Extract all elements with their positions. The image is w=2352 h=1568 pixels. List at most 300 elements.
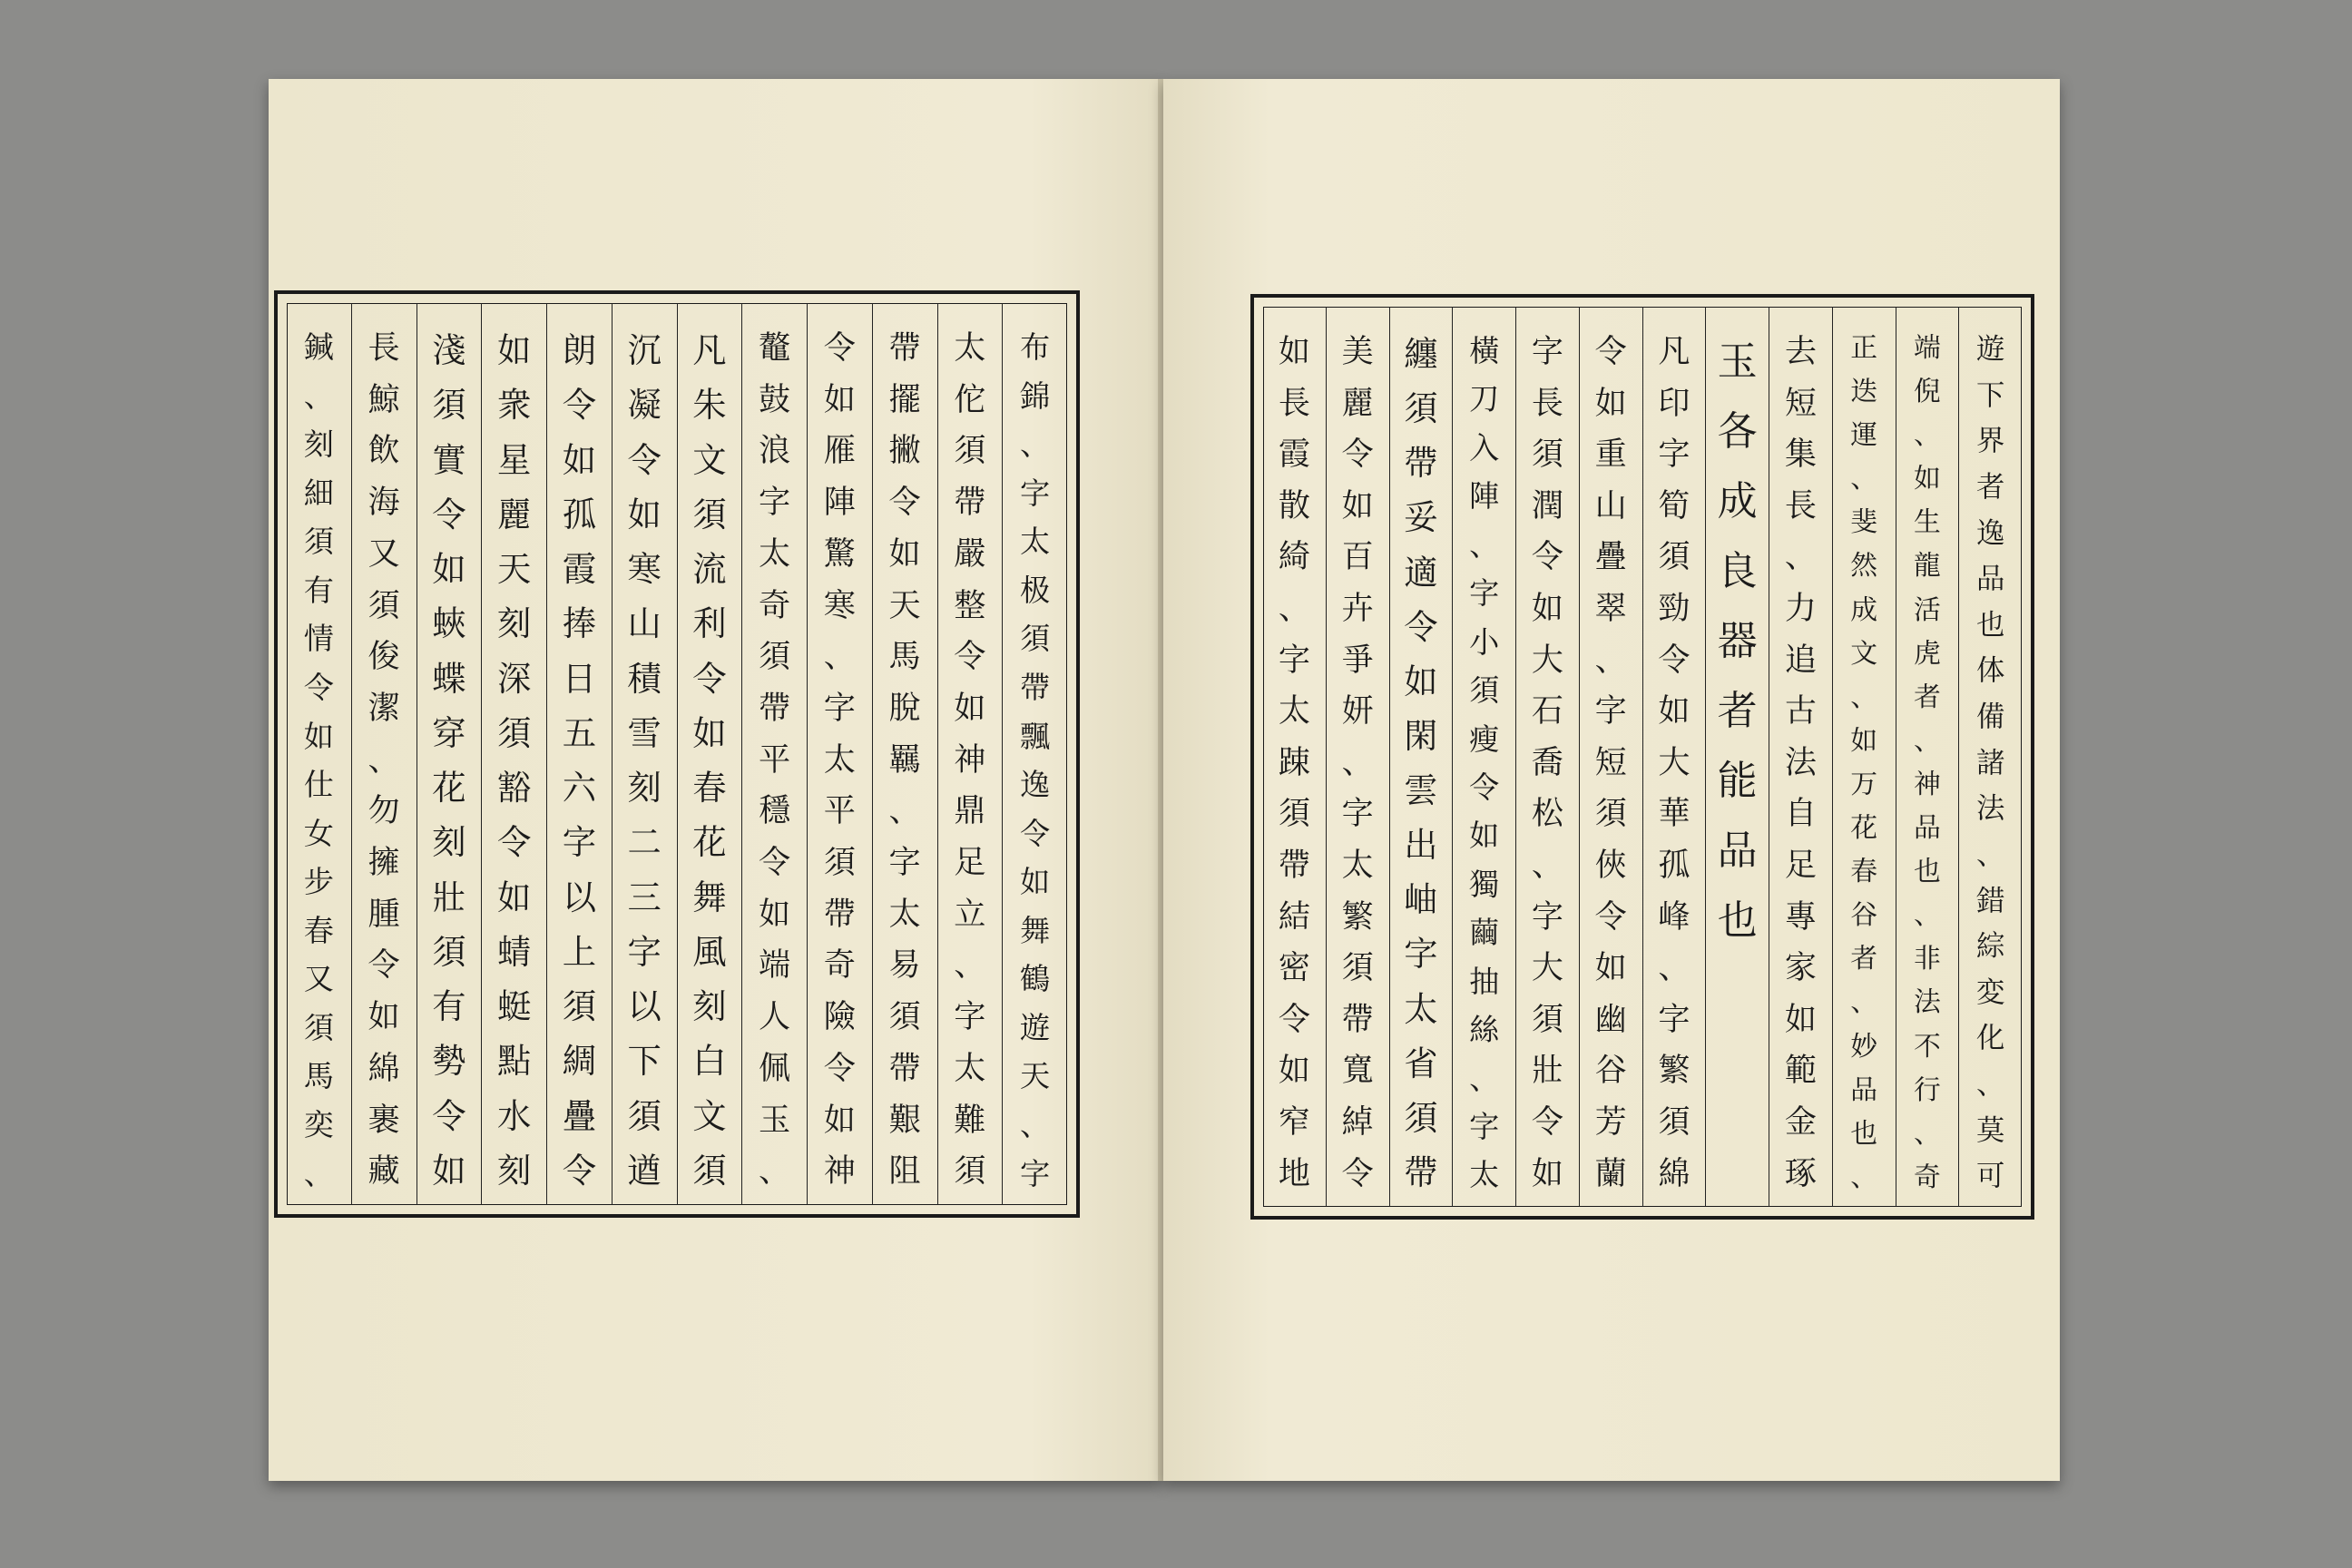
glyph: 変 (1975, 975, 2005, 1009)
glyph: 運 (1850, 419, 1878, 452)
glyph: 太 (759, 534, 791, 573)
glyph: 長 (368, 329, 400, 367)
right-columns (1263, 307, 2022, 1207)
glyph: 須 (1531, 1000, 1563, 1038)
glyph: 成 (1717, 478, 1758, 524)
glyph: 密 (1278, 949, 1310, 987)
glyph: 俠 (1594, 846, 1627, 884)
glyph: 文 (692, 439, 727, 480)
glyph: 太 (1020, 524, 1051, 560)
glyph: 可 (1975, 1160, 2005, 1193)
glyph: 金 (1784, 1102, 1817, 1141)
glyph: 端 (1913, 332, 1941, 364)
glyph: 又 (303, 961, 334, 997)
glyph: 白 (692, 1041, 727, 1082)
text-column (1642, 307, 1706, 1207)
glyph: 險 (823, 998, 856, 1036)
glyph: 如 (823, 1101, 856, 1139)
glyph: 斐 (1850, 506, 1878, 539)
glyph: 繭 (1469, 915, 1500, 951)
glyph: 、 (888, 792, 921, 830)
glyph: 端 (759, 946, 791, 985)
glyph: 佩 (759, 1049, 791, 1087)
glyph: 、 (1913, 1117, 1941, 1150)
glyph: 字 (1594, 692, 1627, 730)
glyph: 、 (1469, 1060, 1500, 1096)
glyph: 遒 (627, 1150, 662, 1191)
glyph: 字 (1020, 475, 1051, 511)
glyph: 藏 (368, 1152, 400, 1191)
glyph: 字 (954, 998, 986, 1036)
glyph: 陣 (1469, 478, 1500, 514)
glyph: 瘦 (1469, 720, 1500, 757)
glyph: 化 (1975, 1022, 2005, 1055)
text-column (1515, 307, 1579, 1207)
glyph: 、 (823, 638, 856, 676)
glyph: 窄 (1278, 1102, 1310, 1141)
glyph: 諸 (1975, 746, 2005, 779)
glyph: 集 (1784, 436, 1817, 474)
glyph: 刻 (496, 1150, 532, 1191)
glyph: 太 (1469, 1157, 1500, 1193)
glyph: 迭 (1850, 376, 1878, 408)
glyph: 逸 (1020, 767, 1051, 803)
glyph: 翠 (1594, 589, 1627, 627)
glyph: 字 (823, 689, 856, 727)
glyph: 刻 (303, 426, 334, 463)
glyph: 器 (1717, 618, 1758, 664)
glyph: 如 (432, 549, 466, 589)
glyph: 橫 (1469, 333, 1500, 368)
glyph: 花 (1850, 812, 1878, 845)
glyph: 太 (1278, 692, 1310, 730)
glyph: 山 (1594, 486, 1627, 524)
glyph: 三 (627, 877, 662, 917)
glyph: 勢 (432, 1041, 466, 1082)
glyph: 字 (1531, 897, 1563, 936)
glyph: 利 (692, 603, 727, 644)
glyph: 須 (303, 524, 334, 560)
glyph: 家 (1784, 949, 1817, 987)
glyph: 花 (432, 768, 466, 808)
glyph: 結 (1278, 897, 1310, 936)
glyph: 大 (1531, 949, 1563, 987)
glyph: 、 (1975, 838, 2005, 871)
glyph: 風 (692, 931, 727, 972)
glyph: 驚 (823, 534, 856, 573)
glyph: 、 (1913, 419, 1941, 452)
glyph: 、 (1020, 426, 1051, 463)
right-text-frame (1250, 294, 2034, 1220)
glyph: 小 (1469, 623, 1500, 660)
glyph: 水 (496, 1095, 532, 1136)
glyph: 綿 (1658, 1154, 1690, 1192)
glyph: 令 (759, 844, 791, 882)
glyph: 字 (1341, 795, 1374, 833)
glyph: 散 (1278, 486, 1310, 524)
glyph: 莫 (1975, 1113, 2005, 1147)
glyph: 壯 (432, 877, 466, 917)
glyph: 帶 (888, 1049, 921, 1087)
glyph: 妙 (1850, 1030, 1878, 1063)
glyph: 整 (954, 586, 986, 624)
glyph: 綜 (1975, 930, 2005, 964)
glyph: 如 (1278, 1052, 1310, 1090)
glyph: 浪 (759, 432, 791, 470)
glyph: 良 (1717, 548, 1758, 594)
glyph: 蘭 (1594, 1154, 1627, 1192)
glyph: 令 (368, 946, 400, 985)
glyph: 文 (692, 1095, 727, 1136)
glyph: 須 (1469, 672, 1500, 709)
glyph: 帶 (759, 689, 791, 727)
glyph: 、 (1850, 463, 1878, 495)
glyph: 有 (432, 986, 466, 1026)
glyph: 令 (1278, 1000, 1310, 1038)
glyph: 品 (1850, 1073, 1878, 1106)
glyph: 令 (954, 638, 986, 676)
glyph: 蛺 (432, 603, 466, 644)
glyph: 喬 (1531, 743, 1563, 781)
glyph: 如 (1784, 1000, 1817, 1038)
text-column (807, 303, 872, 1205)
glyph: 壯 (1531, 1052, 1563, 1090)
glyph: 鼇 (759, 329, 791, 367)
glyph: 太 (954, 1049, 986, 1087)
glyph: 令 (562, 385, 597, 426)
text-column (1769, 307, 1832, 1207)
glyph: 、 (1975, 1068, 2005, 1101)
glyph: 鍼 (303, 329, 334, 365)
glyph: 佗 (954, 380, 986, 418)
glyph: 下 (627, 1041, 662, 1082)
glyph: 令 (1594, 897, 1627, 936)
glyph: 、 (1341, 743, 1374, 781)
glyph: 能 (1717, 758, 1758, 804)
glyph: 、 (1850, 1161, 1878, 1193)
glyph: 遊 (1020, 1009, 1051, 1045)
text-column (1326, 307, 1389, 1207)
glyph: 筍 (1658, 486, 1690, 524)
glyph: 如 (1594, 949, 1627, 987)
glyph: 入 (1469, 429, 1500, 466)
glyph: 春 (1850, 856, 1878, 888)
glyph: 須 (1341, 949, 1374, 987)
glyph: 省 (1404, 1043, 1438, 1083)
glyph: 綿 (368, 1049, 400, 1087)
glyph: 天 (496, 549, 532, 589)
glyph: 追 (1784, 641, 1817, 679)
glyph: 須 (823, 844, 856, 882)
glyph: 六 (562, 768, 597, 808)
glyph: 者 (1850, 943, 1878, 975)
glyph: 孤 (1658, 846, 1690, 884)
glyph: 立 (954, 895, 986, 933)
glyph: 霞 (1278, 436, 1310, 474)
glyph: 字 (562, 822, 597, 863)
glyph: 、 (1469, 526, 1500, 563)
glyph: 如 (1020, 864, 1051, 900)
glyph: 積 (627, 658, 662, 699)
glyph: 芳 (1594, 1102, 1627, 1141)
glyph: 沉 (627, 330, 662, 370)
glyph: 寒 (823, 586, 856, 624)
glyph: 倪 (1913, 376, 1941, 408)
glyph: 踈 (1278, 743, 1310, 781)
glyph: 去 (1784, 333, 1817, 370)
glyph: 須 (1658, 1102, 1690, 1141)
glyph: 裹 (368, 1101, 400, 1139)
text-column (546, 303, 612, 1205)
glyph: 須 (368, 586, 400, 624)
text-column (1958, 307, 2022, 1207)
glyph: 字 (888, 844, 921, 882)
glyph: 如 (1469, 818, 1500, 854)
glyph: 文 (1850, 637, 1878, 670)
glyph: 字 (1658, 436, 1690, 474)
text-column (481, 303, 546, 1205)
glyph: 羈 (888, 740, 921, 779)
text-column (416, 303, 482, 1205)
glyph: 松 (1531, 795, 1563, 833)
glyph: 令 (1658, 641, 1690, 679)
glyph: 華 (1658, 795, 1690, 833)
glyph: 字 (1278, 641, 1310, 679)
glyph: 如 (692, 712, 727, 753)
glyph: 飲 (368, 432, 400, 470)
glyph: 、 (1784, 538, 1817, 576)
text-column (1832, 307, 1896, 1207)
glyph: 百 (1341, 538, 1374, 576)
glyph: 阻 (888, 1152, 921, 1191)
glyph: 出 (1404, 825, 1438, 866)
glyph: 平 (823, 792, 856, 830)
glyph: 實 (432, 439, 466, 480)
glyph: 如 (823, 380, 856, 418)
glyph: 如 (303, 718, 334, 754)
glyph: 深 (496, 658, 532, 699)
glyph: 須 (1404, 1097, 1438, 1138)
glyph: 也 (1913, 856, 1941, 888)
glyph: 須 (1404, 388, 1438, 429)
glyph: 星 (496, 439, 532, 480)
glyph: 卉 (1341, 589, 1374, 627)
glyph: 大 (1531, 641, 1563, 679)
glyph: 帶 (1278, 846, 1310, 884)
glyph: 、 (1850, 986, 1878, 1019)
glyph: 者 (1717, 688, 1758, 734)
glyph: 勿 (368, 792, 400, 830)
glyph: 花 (692, 822, 727, 863)
glyph: 須 (692, 494, 727, 534)
glyph: 奇 (823, 946, 856, 985)
glyph: 、 (1531, 846, 1563, 884)
glyph: 鼓 (759, 380, 791, 418)
glyph: 刻 (627, 768, 662, 808)
glyph: 易 (888, 946, 921, 985)
text-column (741, 303, 807, 1205)
glyph: 凡 (692, 330, 727, 370)
glyph: 正 (1850, 332, 1878, 364)
glyph: 備 (1975, 701, 2005, 733)
glyph: 界 (1975, 425, 2005, 458)
glyph: 峰 (1658, 897, 1690, 936)
glyph: 以 (562, 877, 597, 917)
glyph: 脫 (888, 689, 921, 727)
glyph: 谷 (1850, 899, 1878, 932)
glyph: 、 (1658, 949, 1690, 987)
left-text-frame (274, 290, 1080, 1218)
glyph: 舞 (692, 877, 727, 917)
glyph: 重 (1594, 436, 1627, 474)
glyph: 須 (1278, 795, 1310, 833)
glyph: 如 (954, 689, 986, 727)
glyph: 琢 (1784, 1154, 1817, 1192)
glyph: 岫 (1404, 879, 1438, 920)
glyph: 鼎 (954, 792, 986, 830)
glyph: 如 (1278, 333, 1310, 370)
glyph: 令 (1341, 1154, 1374, 1192)
glyph: 行 (1913, 1073, 1941, 1106)
glyph: 帶 (888, 329, 921, 367)
glyph: 品 (1913, 812, 1941, 845)
glyph: 流 (692, 549, 727, 589)
glyph: 擁 (368, 844, 400, 882)
glyph: 馬 (888, 638, 921, 676)
glyph: 如 (1850, 724, 1878, 757)
glyph: 品 (1717, 828, 1758, 874)
glyph: 字 (1404, 934, 1438, 975)
glyph: 二 (627, 822, 662, 863)
glyph: 太 (823, 740, 856, 779)
glyph: 凡 (1658, 333, 1690, 370)
glyph: 也 (1975, 608, 2005, 642)
glyph: 、 (1850, 681, 1878, 713)
glyph: 春 (692, 768, 727, 808)
glyph: 令 (496, 822, 532, 863)
glyph: 令 (1341, 436, 1374, 474)
glyph: 須 (692, 1150, 727, 1191)
glyph: 神 (1913, 768, 1941, 800)
glyph: 須 (432, 385, 466, 426)
right-page (1163, 79, 2060, 1481)
glyph: 須 (954, 432, 986, 470)
glyph: 如 (1594, 384, 1627, 422)
glyph: 嚴 (954, 534, 986, 573)
glyph: 麗 (496, 494, 532, 534)
glyph: 須 (496, 712, 532, 753)
glyph: 情 (303, 621, 334, 657)
glyph: 如 (1531, 589, 1563, 627)
glyph: 上 (562, 931, 597, 972)
glyph: 成 (1850, 593, 1878, 626)
glyph: 也 (1850, 1117, 1878, 1150)
glyph: 也 (1717, 897, 1758, 944)
glyph: 蜻 (496, 931, 532, 972)
glyph: 帶 (1020, 669, 1051, 705)
glyph: 令 (627, 439, 662, 480)
glyph: 如 (1404, 661, 1438, 701)
glyph: 帶 (954, 484, 986, 522)
glyph: 大 (1658, 743, 1690, 781)
glyph: 遊 (1975, 333, 2005, 366)
glyph: 艱 (888, 1101, 921, 1139)
glyph: 穿 (432, 712, 466, 753)
glyph: 捧 (562, 603, 597, 644)
glyph: 擺 (888, 380, 921, 418)
glyph: 撇 (888, 432, 921, 470)
glyph: 奕 (303, 1107, 334, 1142)
glyph: 朗 (562, 330, 597, 370)
glyph: 點 (496, 1041, 532, 1082)
glyph: 須 (303, 1009, 334, 1045)
glyph: 帶 (1341, 1000, 1374, 1038)
glyph: 凝 (627, 385, 662, 426)
glyph: 令 (888, 484, 921, 522)
glyph: 极 (1020, 572, 1051, 608)
glyph: 舞 (1020, 912, 1051, 948)
glyph: 法 (1913, 986, 1941, 1019)
glyph: 足 (1784, 846, 1817, 884)
glyph: 抽 (1469, 963, 1500, 999)
glyph: 如 (888, 534, 921, 573)
left-columns (287, 303, 1067, 1205)
glyph: 、 (759, 1152, 791, 1191)
glyph: 須 (562, 986, 597, 1026)
glyph: 布 (1020, 329, 1051, 365)
left-page (269, 79, 1161, 1481)
glyph: 奇 (759, 586, 791, 624)
glyph: 然 (1850, 550, 1878, 583)
text-column (1002, 303, 1067, 1205)
glyph: 衆 (496, 385, 532, 426)
glyph: 俊 (368, 638, 400, 676)
glyph: 令 (1531, 1102, 1563, 1141)
text-column (287, 303, 351, 1205)
glyph: 如 (368, 998, 400, 1036)
glyph: 適 (1404, 552, 1438, 593)
glyph: 字 (1469, 1109, 1500, 1144)
glyph: 潔 (368, 689, 400, 727)
glyph: 平 (759, 740, 791, 779)
glyph: 太 (954, 329, 986, 367)
glyph: 細 (303, 475, 334, 511)
glyph: 潤 (1531, 486, 1563, 524)
text-column (937, 303, 1003, 1205)
glyph: 刀 (1469, 381, 1500, 417)
glyph: 妍 (1341, 692, 1374, 730)
glyph: 飄 (1020, 718, 1051, 754)
glyph: 陣 (823, 484, 856, 522)
glyph: 難 (954, 1101, 986, 1139)
glyph: 疊 (562, 1095, 597, 1136)
glyph: 刻 (432, 822, 466, 863)
glyph: 太 (1404, 988, 1438, 1029)
glyph: 字 (627, 931, 662, 972)
glyph: 絲 (1469, 1012, 1500, 1048)
glyph: 春 (303, 912, 334, 948)
glyph: 須 (759, 638, 791, 676)
glyph: 刻 (496, 603, 532, 644)
glyph: 法 (1975, 792, 2005, 826)
glyph: 寒 (627, 549, 662, 589)
glyph: 馬 (303, 1058, 334, 1094)
glyph: 如 (759, 895, 791, 933)
glyph: 綢 (562, 1041, 597, 1082)
glyph: 逸 (1975, 516, 2005, 550)
glyph: 、 (303, 377, 334, 414)
glyph: 自 (1784, 795, 1817, 833)
